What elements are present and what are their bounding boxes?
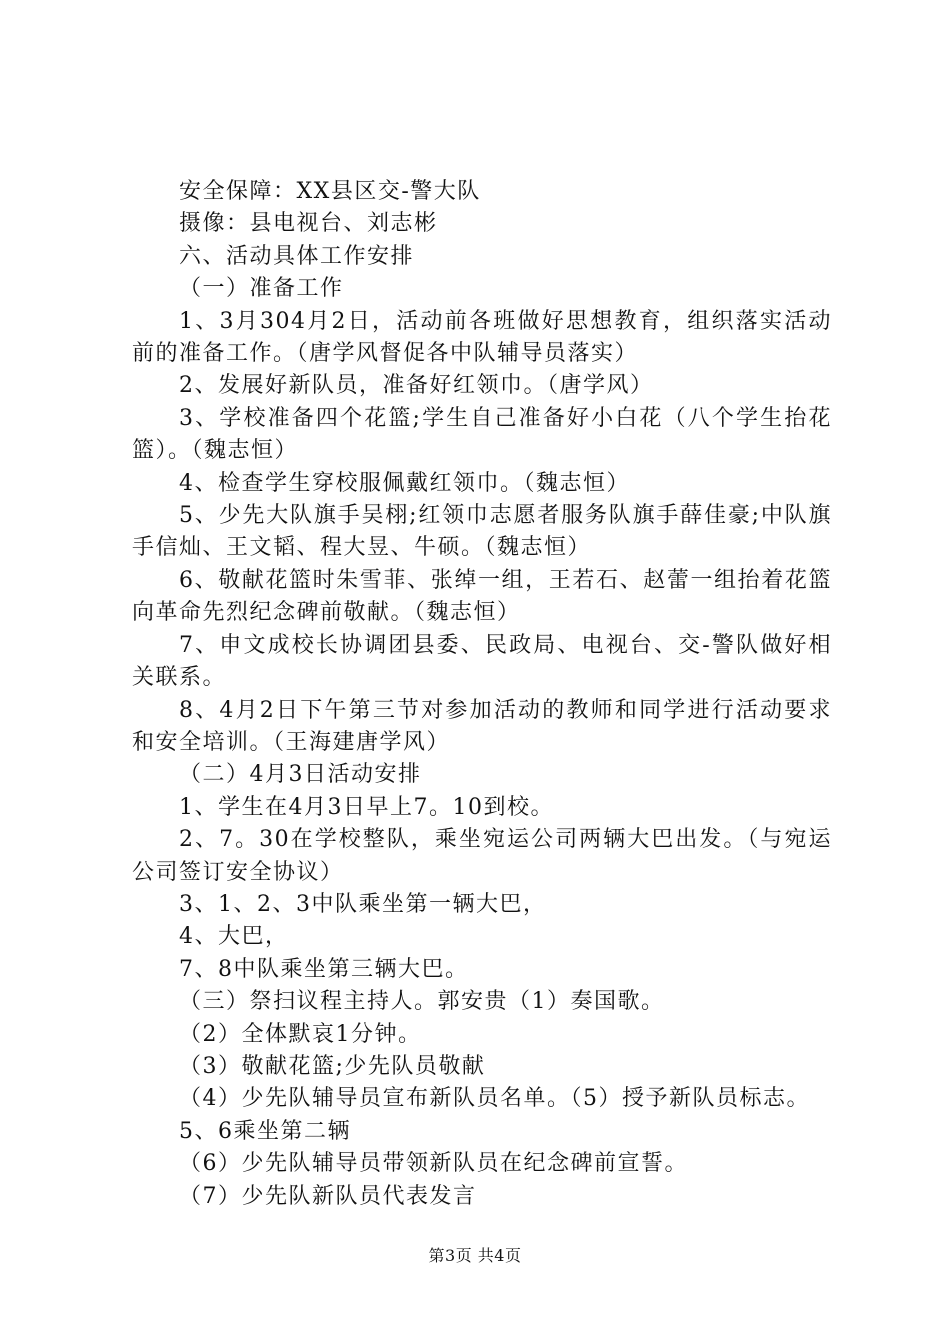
paragraph: 4、检查学生穿校服佩戴红领巾。（魏志恒） — [179, 470, 630, 496]
paragraph: 6、敬献花篮时朱雪菲、张绰一组，王若石、赵蕾一组抬着花篮向革命先烈纪念碑前敬献。（魏志恒） — [132, 567, 832, 626]
paragraph: 7、8中队乘坐第三辆大巴。 — [179, 956, 469, 982]
subsection-heading: （一）准备工作 — [179, 276, 344, 302]
paragraph: 2、发展好新队员，准备好红领巾。（唐学风） — [179, 373, 654, 399]
paragraph: 5、6乘坐第二辆 — [179, 1118, 351, 1144]
subsection-heading: （三）祭扫议程主持人。郭安贵（1）奏国歌。 — [179, 989, 665, 1015]
paragraph: 摄像：县电视台、刘志彬 — [179, 211, 438, 237]
section-heading: 六、活动具体工作安排 — [179, 243, 415, 269]
paragraph: （6）少先队辅导员带领新队员在纪念碑前宣誓。 — [179, 1151, 688, 1177]
paragraph: （3）敬献花篮;少先队员敬献 — [179, 1053, 486, 1079]
paragraph: （2）全体默哀1分钟。 — [179, 1021, 422, 1047]
document-body — [132, 176, 832, 1213]
paragraph: 5、少先大队旗手吴栩;红领巾志愿者服务队旗手薛佳豪;中队旗手信灿、王文韬、程大昱、牛硕。（魏志恒） — [132, 503, 832, 561]
paragraph: （4）少先队辅导员宣布新队员名单。（5）授予新队员标志。 — [179, 1086, 810, 1112]
paragraph: 4、大巴， — [179, 924, 289, 950]
paragraph: 7、申文成校长协调团县委、民政局、电视台、交-警队做好相关联系。 — [132, 632, 832, 691]
subsection-heading: （二）4月3日活动安排 — [179, 762, 422, 788]
paragraph: 1、学生在4月3日早上7。10到校。 — [179, 794, 554, 820]
paragraph: 8、4月2日下午第三节对参加活动的教师和同学进行活动要求和安全培训。（王海建唐学风） — [132, 697, 832, 755]
paragraph: 1、3月304月2日，活动前各班做好思想教育，组织落实活动前的准备工作。（唐学风督促各中队辅导员落实） — [132, 308, 832, 367]
paragraph: （7）少先队新队员代表发言 — [179, 1183, 477, 1209]
page-footer: 第3页 共4页 — [428, 1246, 522, 1265]
paragraph: 3、学校准备四个花篮;学生自己准备好小白花（八个学生抬花篮）。（魏志恒） — [132, 405, 832, 464]
paragraph: 安全保障：XX县区交-警大队 — [179, 179, 481, 204]
paragraph: 2、7。30在学校整队，乘坐宛运公司两辆大巴出发。（与宛运公司签订安全协议） — [132, 827, 832, 885]
paragraph: 3、1、2、3中队乘坐第一辆大巴， — [179, 891, 547, 917]
